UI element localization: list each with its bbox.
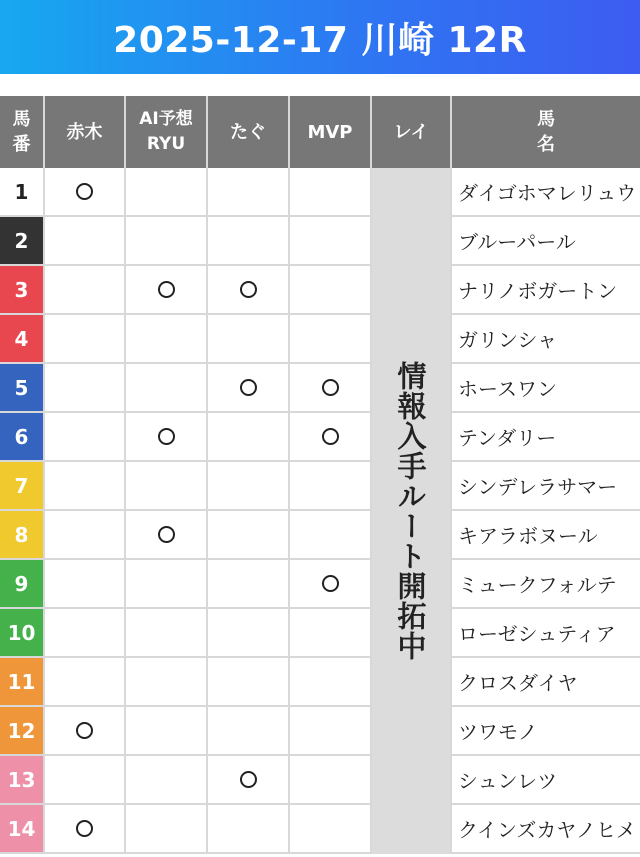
rei-note-text: 情報入手ルート開拓中 [393, 361, 428, 661]
horse-name: ミュークフォルテ [458, 573, 617, 597]
mark-cell-tagu [208, 560, 290, 609]
mark-cell-akagi [45, 266, 126, 315]
mark-cell-tagu [208, 168, 290, 217]
mark-cell-ryu [126, 805, 208, 854]
horse-number-cell [0, 364, 45, 413]
horse-name-cell [452, 609, 640, 658]
table-row [0, 707, 640, 756]
mark-cell-ryu [126, 658, 208, 707]
circle-mark-icon [76, 722, 93, 739]
mark-cell-mvp [290, 805, 372, 854]
horse-name: ツワモノ [458, 720, 538, 744]
mark-cell-mvp [290, 560, 372, 609]
mark-cell-mvp [290, 462, 372, 511]
mark-cell-ryu [126, 756, 208, 805]
mark-cell-akagi [45, 511, 126, 560]
horse-name-cell [452, 805, 640, 854]
horse-name: ダイゴホマレリュウ [458, 181, 637, 205]
horse-number-cell [0, 217, 45, 266]
horse-name-cell [452, 315, 640, 364]
circle-mark-icon [76, 183, 93, 200]
mark-cell-ryu [126, 609, 208, 658]
horse-name-cell [452, 511, 640, 560]
table-row [0, 658, 640, 707]
horse-number: 6 [14, 424, 29, 449]
horse-number: 9 [14, 571, 29, 596]
horse-number-cell [0, 707, 45, 756]
horse-number-cell [0, 266, 45, 315]
horse-name-cell [452, 364, 640, 413]
horse-number: 5 [14, 375, 29, 400]
horse-number: 13 [7, 767, 36, 792]
horse-number-cell [0, 609, 45, 658]
mark-cell-mvp [290, 364, 372, 413]
mark-cell-mvp [290, 413, 372, 462]
mark-cell-mvp [290, 315, 372, 364]
table-row [0, 266, 640, 315]
circle-mark-icon [322, 379, 339, 396]
horse-name: クロスダイヤ [458, 671, 578, 695]
horse-number: 12 [7, 718, 36, 743]
horse-number: 14 [7, 816, 36, 841]
horse-number: 1 [14, 179, 29, 204]
horse-name-cell [452, 658, 640, 707]
column-header-mvp: MVP [290, 96, 372, 168]
circle-mark-icon [158, 526, 175, 543]
column-header-number: 馬 番 [0, 96, 45, 168]
mark-cell-tagu [208, 266, 290, 315]
horse-number-cell [0, 413, 45, 462]
mark-cell-mvp [290, 756, 372, 805]
table-row [0, 756, 640, 805]
horse-name: シンデレラサマー [458, 475, 618, 499]
table-row [0, 364, 640, 413]
circle-mark-icon [158, 428, 175, 445]
mark-cell-mvp [290, 168, 372, 217]
table-row [0, 805, 640, 854]
horse-number: 10 [7, 620, 36, 645]
mark-cell-akagi [45, 462, 126, 511]
mark-cell-akagi [45, 217, 126, 266]
page-title: 2025-12-17 川崎 12R [113, 19, 527, 61]
column-header-tagu: たぐ [208, 96, 290, 168]
horse-name-cell [452, 266, 640, 315]
horse-number: 11 [7, 669, 36, 694]
mark-cell-ryu [126, 413, 208, 462]
mark-cell-tagu [208, 756, 290, 805]
horse-number-cell [0, 805, 45, 854]
column-header-akagi: 赤木 [45, 96, 126, 168]
horse-name: ホースワン [458, 377, 557, 401]
mark-cell-mvp [290, 511, 372, 560]
mark-cell-akagi [45, 707, 126, 756]
horse-name: クインズカヤノヒメ [458, 818, 636, 842]
horse-name-cell [452, 462, 640, 511]
mark-cell-ryu [126, 707, 208, 756]
horse-name-cell [452, 756, 640, 805]
horse-name: ローゼシュティア [458, 622, 616, 646]
mark-cell-akagi [45, 805, 126, 854]
mark-cell-akagi [45, 658, 126, 707]
mark-cell-ryu [126, 168, 208, 217]
rei-column-note [372, 168, 452, 854]
horse-number-cell [0, 462, 45, 511]
mark-cell-mvp [290, 609, 372, 658]
horse-number: 4 [14, 326, 29, 351]
column-header-horse-name: 馬 名 [452, 96, 640, 168]
table-row [0, 511, 640, 560]
mark-cell-akagi [45, 364, 126, 413]
mark-cell-mvp [290, 658, 372, 707]
mark-cell-tagu [208, 658, 290, 707]
mark-cell-tagu [208, 217, 290, 266]
circle-mark-icon [240, 379, 257, 396]
table-row [0, 560, 640, 609]
horse-name-cell [452, 413, 640, 462]
mark-cell-tagu [208, 511, 290, 560]
horse-name-cell [452, 168, 640, 217]
horse-name-cell [452, 707, 640, 756]
horse-name: キアラボヌール [458, 524, 598, 548]
table-row [0, 462, 640, 511]
horse-name: ブルーパール [458, 230, 576, 254]
circle-mark-icon [158, 281, 175, 298]
mark-cell-tagu [208, 413, 290, 462]
mark-cell-akagi [45, 609, 126, 658]
table-row [0, 168, 640, 217]
circle-mark-icon [322, 575, 339, 592]
mark-cell-ryu [126, 560, 208, 609]
horse-number-cell [0, 560, 45, 609]
circle-mark-icon [240, 771, 257, 788]
horse-number-cell [0, 658, 45, 707]
table-row [0, 315, 640, 364]
mark-cell-akagi [45, 315, 126, 364]
mark-cell-akagi [45, 413, 126, 462]
table-row [0, 413, 640, 462]
horse-name: ガリンシャ [458, 328, 558, 352]
circle-mark-icon [76, 820, 93, 837]
mark-cell-ryu [126, 217, 208, 266]
mark-cell-mvp [290, 266, 372, 315]
mark-cell-akagi [45, 560, 126, 609]
page-header [0, 0, 640, 74]
horse-name: ナリノボガートン [458, 279, 618, 303]
mark-cell-ryu [126, 462, 208, 511]
mark-cell-tagu [208, 609, 290, 658]
horse-number-cell [0, 511, 45, 560]
mark-cell-ryu [126, 364, 208, 413]
mark-cell-mvp [290, 707, 372, 756]
horse-number: 8 [14, 522, 29, 547]
circle-mark-icon [240, 281, 257, 298]
horse-name: シュンレツ [458, 769, 558, 793]
horse-name: テンダリー [458, 426, 557, 450]
mark-cell-akagi [45, 168, 126, 217]
mark-cell-tagu [208, 315, 290, 364]
horse-number: 2 [14, 228, 29, 253]
horse-number-cell [0, 168, 45, 217]
mark-cell-akagi [45, 756, 126, 805]
horse-number-cell [0, 315, 45, 364]
table-row [0, 609, 640, 658]
mark-cell-tagu [208, 462, 290, 511]
horse-name-cell [452, 217, 640, 266]
mark-cell-ryu [126, 315, 208, 364]
mark-cell-tagu [208, 707, 290, 756]
horse-name-cell [452, 560, 640, 609]
circle-mark-icon [322, 428, 339, 445]
column-header-rei: レイ [372, 96, 452, 168]
mark-cell-tagu [208, 364, 290, 413]
mark-cell-tagu [208, 805, 290, 854]
horse-number: 3 [14, 277, 29, 302]
horse-number-cell [0, 756, 45, 805]
table-row [0, 217, 640, 266]
mark-cell-ryu [126, 266, 208, 315]
horse-number: 7 [14, 473, 29, 498]
mark-cell-ryu [126, 511, 208, 560]
column-header-ryu: AI予想 RYU [126, 96, 208, 168]
mark-cell-mvp [290, 217, 372, 266]
